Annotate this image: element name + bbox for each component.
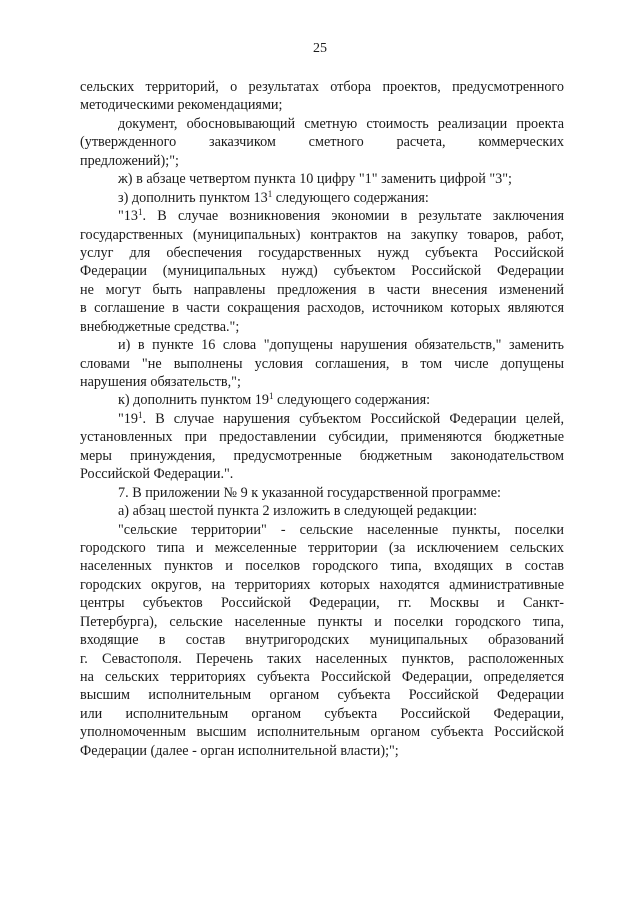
text-line-content: услуг для обеспечения государственных нужд субъекта Российской <box>80 244 564 261</box>
text-line-content: ж) в абзаце четвертом пункта 10 цифру "1" заменить цифрой "3"; <box>118 171 512 188</box>
text-line-content: центры субъектов Российской Федерации, гг. Москвы и Санкт- <box>80 595 564 612</box>
text-line <box>80 115 564 133</box>
text-line-content: не могут быть направлены предложения в части внесения изменений <box>80 281 564 298</box>
superscript-index: 1 <box>269 391 274 402</box>
text-line-content: и) в пункте 16 слова "допущены нарушения обязательств," заменить <box>118 337 564 354</box>
text-line <box>80 484 564 502</box>
text-line-content: г. Севастополя. Перечень таких населенных пунктов, расположенных <box>80 650 564 667</box>
text-line-content: городских округов, на территориях которых находятся административные <box>80 576 564 593</box>
text-line-content: "19 <box>118 410 138 427</box>
text-line <box>80 650 564 668</box>
superscript-index: 1 <box>137 409 143 420</box>
text-line-content: внебюджетные средства."; <box>80 318 240 335</box>
text-line-content: 7. В приложении № 9 к указанной государственной программе: <box>118 484 501 501</box>
text-line-content: Федерации (муниципальных нужд) субъектом Российской Федерации <box>80 263 564 280</box>
text-line <box>80 318 564 336</box>
text-line-content: меры принуждения, предусмотренные бюджетным законодательством <box>80 447 564 464</box>
text-line-content: уполномоченным высшим исполнительным органом субъекта Российской <box>80 724 564 741</box>
text-line <box>80 96 564 114</box>
text-line <box>80 705 564 723</box>
text-line-content: установленных при предоставлении субсидии, применяются бюджетные <box>80 429 564 446</box>
text-line <box>80 410 564 428</box>
text-line <box>80 262 564 280</box>
page-number: 25 <box>313 41 327 56</box>
superscript-index: 1 <box>267 188 273 199</box>
text-line-content: сельских территорий, о результатах отбора проектов, предусмотренного <box>80 79 564 95</box>
text-line <box>80 631 564 649</box>
text-line-content: а) абзац шестой пункта 2 изложить в следующей редакции: <box>118 503 478 520</box>
text-line-continuation: следующего содержания: <box>272 189 429 206</box>
text-line-content: на сельских территориях субъекта Российской Федерации, определяется <box>80 669 564 685</box>
text-line-content: з) дополнить пунктом 13 <box>118 189 268 206</box>
text-line-content: Петербурга), сельские населенные пункты и поселки городского типа, <box>80 613 564 630</box>
text-line <box>80 668 564 686</box>
text-line-content: предложений);"; <box>80 152 179 169</box>
text-line <box>80 133 564 151</box>
text-line <box>80 539 564 557</box>
text-line-content: "сельские территории" - сельские населенные пункты, поселки <box>118 521 564 538</box>
text-line <box>80 613 564 631</box>
text-line <box>80 299 564 317</box>
text-line-continuation: . В случае возникновения экономии в результате заключения <box>142 208 564 225</box>
text-line <box>80 723 564 741</box>
text-line <box>80 189 564 207</box>
text-line <box>80 170 564 188</box>
text-line-content: высшим исполнительным органом субъекта Российской Федерации <box>80 687 564 704</box>
text-line <box>80 336 564 354</box>
text-line <box>80 686 564 704</box>
text-line <box>80 244 564 262</box>
text-line-content: населенных пунктов и поселков городского типа, входящих в состав <box>80 558 564 575</box>
text-line <box>80 373 564 391</box>
text-line-content: в соглашение в части сокращения расходов, источником которых являются <box>80 300 564 317</box>
text-line-content: Федерации (далее - орган исполнительной власти);"; <box>80 742 399 759</box>
text-line <box>80 281 564 299</box>
text-line <box>80 742 564 760</box>
text-line-continuation: . В случае нарушения субъектом Российской Федерации целей, <box>142 410 564 427</box>
text-line <box>80 355 564 373</box>
text-line <box>80 78 564 96</box>
text-line-content: или исполнительным органом субъекта Российской Федерации, <box>80 705 564 722</box>
text-line <box>80 465 564 483</box>
text-line-content: методическими рекомендациями; <box>80 97 283 114</box>
text-line-content: к) дополнить пунктом 19 <box>118 392 269 409</box>
text-line <box>80 521 564 539</box>
text-line-content: словами "не выполнены условия соглашения, в том числе допущены <box>80 355 564 372</box>
text-line-content: "13 <box>118 208 138 225</box>
text-line-content: городского типа и межселенные территории (за исключением сельских <box>80 539 564 556</box>
text-line <box>80 226 564 244</box>
text-line <box>80 576 564 594</box>
text-line <box>80 152 564 170</box>
text-line-content: нарушения обязательств,"; <box>80 374 241 390</box>
text-line <box>80 207 564 225</box>
text-line <box>80 447 564 465</box>
superscript-index: 1 <box>137 207 143 218</box>
text-line <box>80 502 564 520</box>
text-line-content: документ, обосновывающий сметную стоимость реализации проекта <box>118 115 564 132</box>
text-line <box>80 594 564 612</box>
text-line <box>80 428 564 446</box>
text-line-content: Российской Федерации.". <box>80 466 234 483</box>
text-line-content: (утвержденного заказчиком сметного расчета, коммерческих <box>80 134 564 151</box>
text-line <box>80 557 564 575</box>
text-line-content: государственных (муниципальных) контрактов на закупку товаров, работ, <box>80 226 564 243</box>
text-line-continuation: следующего содержания: <box>273 392 431 409</box>
text-line <box>80 391 564 409</box>
text-line-content: входящие в состав внутригородских муниципальных образований <box>80 632 564 649</box>
document-body <box>80 78 564 760</box>
